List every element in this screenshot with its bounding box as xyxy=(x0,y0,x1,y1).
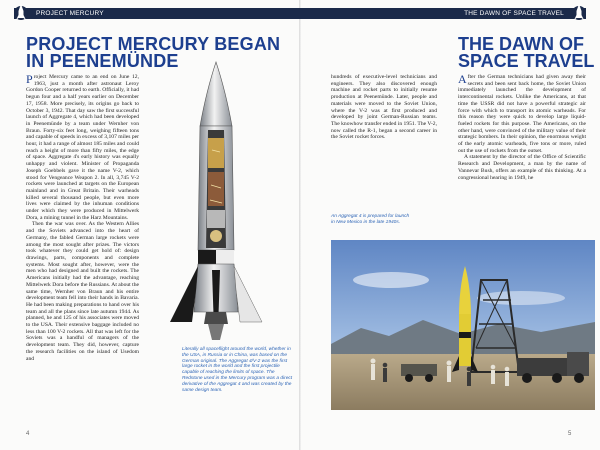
running-header-right: THE DAWN OF SPACE TRAVEL xyxy=(300,8,586,19)
paragraph xyxy=(26,74,139,221)
body-column-1 xyxy=(26,74,139,362)
paragraph: A statement by the director of the Office of Scientific Research and Development, a man by the name of Vannevar Bush, offers an example of this thinking. At a congressional hearing in 1949, he xyxy=(458,154,586,181)
page-number-right: 5 xyxy=(568,431,572,437)
page-heading-right: THE DAWN OF SPACE TRAVEL xyxy=(458,34,595,71)
page-number-left: 4 xyxy=(26,431,30,437)
paragraph-text: roject Mercury came to an end on June 12, 1963, just a month after astronaut Leroy Gordon Cooper returned to earth. Officially, it had begun four and a half years earlier on December 17, 1958. More precisely, its origins go back to October 3, 1942. That day saw the first successful launch of Aggregate 4, which had been developed in Peenemünde by a team under Wernher von Braun. Forty-six feet long, weighing fifteen tons and capable of speeds in excess of 3,107 miles per hour, it had a range of almost 185 miles and could reach a height of more than fifty miles, the edge of space. Aggregate 4's early history was equally unhappy and violent. Minister of Propaganda Joseph Goebbels gave it the name V-2, which stood for Vengeance Weapon 2. In all, 3,745 V-2 rockets were launched at targets on the European mainland and in Great Britain. Their warheads killed several thousand people, but even more lives were claimed by the inhuman conditions under which they were produced in Mittelwerk Dora, a mining tunnel in the Harz Mountains. xyxy=(26,74,139,221)
paragraph-text: fter the German technicians had given away their secrets and been sent back home, the Soviet Union immediately launched the development of intercontinental rockets. Unlike the Americans, at that time the USSR did not have a powerful strategic air force with which to transport its atomic warheads. For this reason they were quick to develop large liquid-fueled rockets for this purpose. The Americans, on the other hand, were convinced of the military value of their strategic bombers. In their opinion, the enormous weight of the early atomic warheads, five tons or more, ruled out the use of rockets from the outset. xyxy=(458,74,586,154)
running-header-left: PROJECT MERCURY xyxy=(14,8,300,19)
launch-site-photo xyxy=(331,240,595,410)
body-column-2: hundreds of executive-level technicians and engineers. They also discovered enough machine and rocket parts to initially resume production at Peenemünde. Later, people and materials were moved to the Soviet Union, where the V-2 was at first produced and developed by joint German-Russian teams. The knowhow transfer ended in 1951. The V-2, now called the R-1, began a second career in the Soviet rocket forces. xyxy=(331,74,438,141)
photo-caption: An Aggregat 4 is prepared for launch in New Mexico in the late 1940s. xyxy=(331,214,410,225)
paragraph: Then the war was over. As the Western Allies and the Soviets advanced into the heart of Germany, the fabled German large rockets were among the most sought after prizes. The victors took whatever they could get hold of: design drawings, parts, components and complete systems. Most sought after, however, were the men who had designed and built the rockets. The Americans initially had the advantage, reaching Mittelwerk Dora before the Russians. At about the same time, Wernher von Braun and his entire development team fell into their hands in Bavaria. He had been making preparations to hand over his team and all the plans since late autumn 1944. As planned, he and 125 of his associates were moved to the USA. Their extensive baggage included no less than 100 V-2 rockets. All that was left for the Soviets was a handful of managers of the development team. They did, however, capture the research facilities on the island of Usedom and xyxy=(26,221,139,362)
body-column-3 xyxy=(458,74,586,181)
illustration-caption: Literally all spaceflight around the world, whether in the USA, in Russia or in China, was based on the German original. The Aggregat 4/V-2 was the first large rocket in the world and the first projectile capable of reaching the limits of space. The Redstone used in the Mercury program was a direct derivative of the Aggregat 4 and was created by the same design team. xyxy=(182,347,293,393)
paragraph xyxy=(458,74,586,154)
drop-cap: A xyxy=(458,72,467,86)
page-heading-left: PROJECT MERCURY BEGAN IN PEENEMÜNDE xyxy=(26,34,281,71)
v2-rocket-cutaway-illustration xyxy=(148,60,288,342)
drop-cap: P xyxy=(26,72,33,86)
rocket-badge-icon xyxy=(572,3,586,23)
rocket-badge-icon xyxy=(14,3,28,23)
page-gutter xyxy=(299,0,301,450)
